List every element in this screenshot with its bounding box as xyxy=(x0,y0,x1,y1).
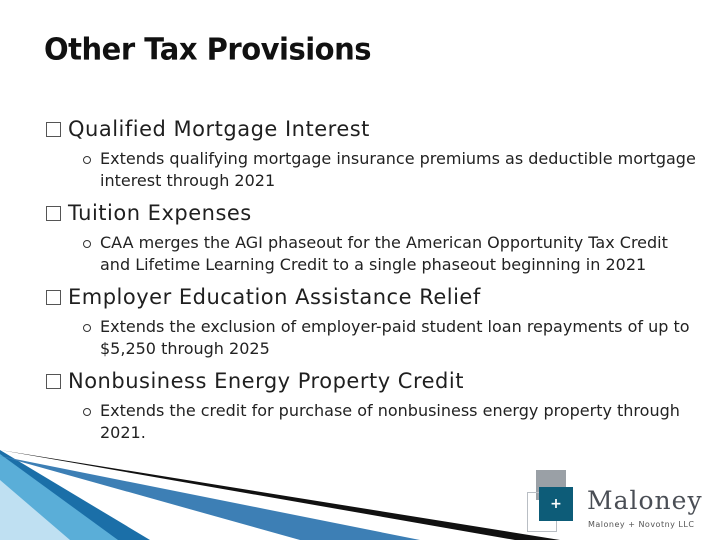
circle-bullet-icon xyxy=(83,408,91,416)
square-bullet-icon xyxy=(46,374,61,389)
bullet-detail: Extends qualifying mortgage insurance premiums as deductible mortgage interest through 2021 xyxy=(100,149,696,190)
bullet-detail: CAA merges the AGI phaseout for the American Opportunity Tax Credit and Lifetime Learning Credit to a single phaseout beginning in 2021 xyxy=(100,233,668,274)
plus-icon: + xyxy=(539,487,573,521)
bullet-detail: Extends the exclusion of employer-paid student loan repayments of up to $5,250 through 2025 xyxy=(100,317,690,358)
list-item xyxy=(46,284,696,360)
bullet-heading: Qualified Mortgage Interest xyxy=(68,117,370,141)
list-item xyxy=(46,200,696,276)
bullet-heading: Employer Education Assistance Relief xyxy=(68,285,481,309)
list-item xyxy=(46,368,696,444)
slide-title: Other Tax Provisions xyxy=(44,31,371,67)
square-bullet-icon xyxy=(46,290,61,305)
logo-subtitle: Maloney + Novotny LLC xyxy=(588,520,695,529)
circle-bullet-icon xyxy=(83,240,91,248)
circle-bullet-icon xyxy=(83,324,91,332)
bullet-detail: Extends the credit for purchase of nonbusiness energy property through 2021. xyxy=(100,401,680,442)
logo-name: Maloney xyxy=(587,486,703,515)
bullet-list xyxy=(46,116,696,452)
square-bullet-icon xyxy=(46,122,61,137)
company-logo xyxy=(527,470,717,535)
bullet-heading: Tuition Expenses xyxy=(68,201,252,225)
list-item xyxy=(46,116,696,192)
bullet-heading: Nonbusiness Energy Property Credit xyxy=(68,369,464,393)
square-bullet-icon xyxy=(46,206,61,221)
circle-bullet-icon xyxy=(83,156,91,164)
